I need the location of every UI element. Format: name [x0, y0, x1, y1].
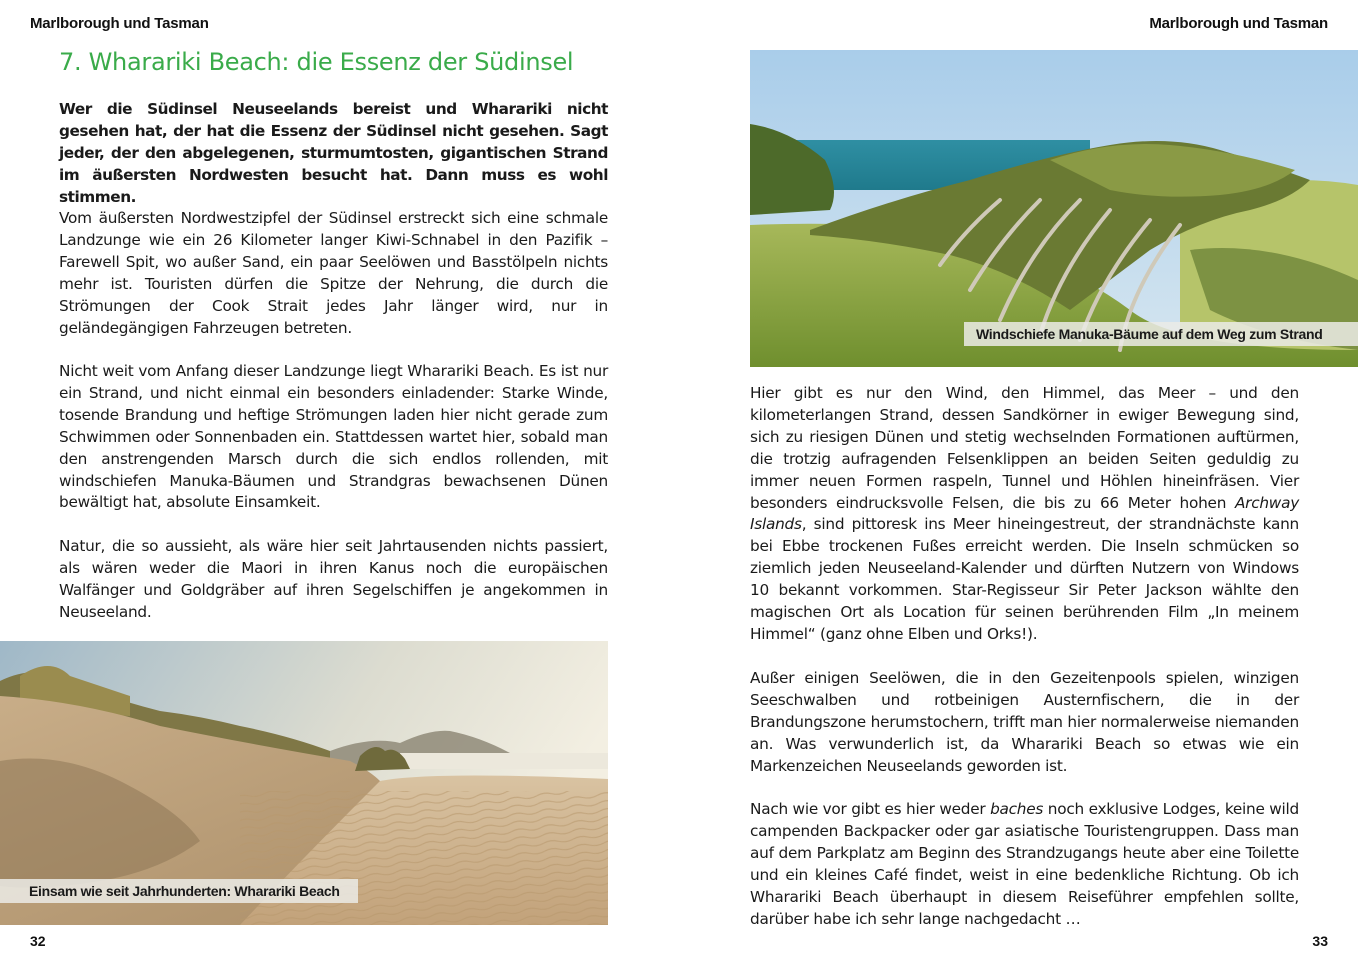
- paragraph-text: Vom äußersten Nordwestzipfel der Südinsel erstreckt sich eine schmale Landzunge wie ein 26 Kilometer langer Kiwi-Schnabel in den Pazifik – Farewell Spit, wo außer Sand, ein paar Seelöwen und Basstölpeln nichts mehr ist. Touristen dürfen die Spitze der Nehrung, die durch die Strömungen der Cook Strait jedes Jahr länger wird, nur in geländegängigen Fahrzeugen betreten.: [59, 209, 608, 337]
- running-head: Marlborough und Tasman: [30, 15, 209, 32]
- body-paragraph-1: [750, 383, 1299, 646]
- body-paragraph-2: [750, 668, 1299, 778]
- trees-photo-illustration: [750, 50, 1358, 367]
- page-number: 32: [30, 933, 46, 949]
- chapter-title: 7. Wharariki Beach: die Essenz der Südinsel: [59, 48, 574, 76]
- italic-term: Archway Islands: [750, 493, 1299, 534]
- right-page: [679, 0, 1358, 974]
- paragraph-text: Nach wie vor gibt es hier weder baches noch exklusive Lodges, keine wild campenden Backpacker oder gar asiatische Touristengruppen. Dass man auf dem Parkplatz am Beginn des Strandzugangs heute aber eine Toilette und ein kleines Café findet, weist in eine bedenkliche Richtung. Ob ich Wharariki Beach überhaupt in diesem Reiseführer empfehlen sollte, darüber habe ich sehr lange nachgedacht …: [750, 800, 1300, 928]
- windswept-manuka-trees-photo: [750, 50, 1358, 367]
- body-paragraph-1: [59, 208, 608, 339]
- photo-caption: Windschiefe Manuka-Bäume auf dem Weg zum Strand: [964, 322, 1358, 346]
- body-paragraph-3: [750, 799, 1299, 930]
- running-head: Marlborough und Tasman: [1149, 15, 1328, 32]
- paragraph-text: Hier gibt es nur den Wind, den Himmel, das Meer – und den kilometerlangen Strand, dessen Sandkörner in ewiger Bewegung sind, sich zu riesigen Dünen und stetig wechselnden Formationen auftürmen, die trotzig aufragenden Felsenklippen an beiden Seiten geduldig zu immer neuen Formen raspeln, Tunnel und Höhlen hineinfräsen. Vier besonders eindrucksvolle Felsen, die bis zu 66 Meter hohen Archway Islands, sind pittoresk ins Meer hineingestreut, der strandnächste kann bei Ebbe trockenen Fußes erreicht werden. Die Inseln schmücken so ziemlich jeden Neuseeland-Kalender und dürften Nutzern von Windows 10 bekannt vorkommen. Star-Regisseur Sir Peter Jackson wählte den magischen Ort als Location für seinen berührenden Film „In meinem Himmel“ (ganz ohne Elben und Orks!).: [750, 384, 1299, 643]
- body-paragraph-3: [59, 536, 608, 624]
- paragraph-text: Nicht weit vom Anfang dieser Landzunge liegt Wharariki Beach. Es ist nur ein Strand, und nicht einmal ein besonders einladender: Starke Winde, tosende Brandung und heftige Strömungen laden hier nicht gerade zum Schwimmen oder Sonnenbaden ein. Stattdessen wartet hier, sobald man den anstrengenden Marsch durch die sich endlos rollenden, mit windschiefen Manuka-Bäumen und Strandgras bewachsenen Dünen bewältigt hat, absolute Einsamkeit.: [59, 362, 608, 512]
- lead-text: Wer die Südinsel Neuseelands bereist und Wharariki nicht gesehen hat, der hat die Essenz der Südinsel nicht gesehen. Sagt jeder, der den abgelegenen, sturmumtosten, gigantischen Strand im äußersten Nordwesten besucht hat. Dann muss es wohl stimmen.: [59, 100, 608, 206]
- paragraph-text: Außer einigen Seelöwen, die in den Gezeitenpools spielen, winzigen Seeschwalben und rotbeinigen Austernfischern, die in der Brandungszone herumstochern, trifft man hier normalerweise niemanden an. Was verwunderlich ist, da Wharariki Beach so etwas wie ein Markenzeichen Neuseelands geworden ist.: [750, 669, 1299, 775]
- paragraph-text: Natur, die so aussieht, als wäre hier seit Jahrtausenden nichts passiert, als wären weder die Maori in ihren Kanus noch die europäischen Walfänger und Goldgräber auf ihren Segelschiffen je angekommen in Neuseeland.: [59, 537, 608, 621]
- lead-paragraph: [59, 99, 608, 209]
- italic-term: baches: [990, 800, 1044, 818]
- page-number: 33: [1312, 933, 1328, 949]
- body-paragraph-2: [59, 361, 608, 514]
- photo-caption: Einsam wie seit Jahrhunderten: Wharariki Beach: [0, 879, 358, 903]
